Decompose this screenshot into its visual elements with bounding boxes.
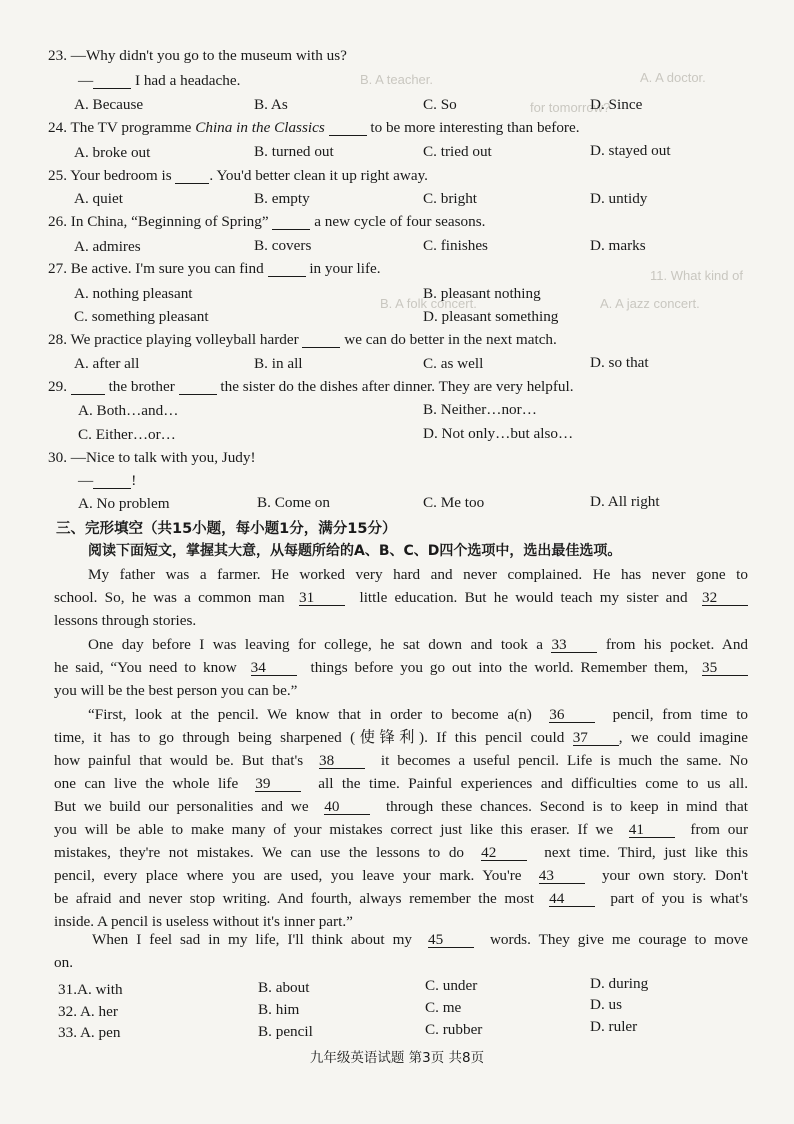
option-c[interactable]: C. tried out — [423, 143, 492, 160]
option-b[interactable]: B. about — [258, 979, 310, 996]
answer-blank[interactable] — [268, 261, 306, 277]
option-b[interactable]: B. turned out — [254, 143, 334, 160]
question-30: 30. —Nice to talk with you, Judy! — [48, 449, 256, 466]
question-24: 24. The TV programme China in the Classics to be more interesting than before. — [48, 119, 580, 136]
option-c[interactable]: C. Me too — [423, 494, 485, 511]
option-a[interactable]: A. No problem — [78, 495, 170, 512]
option-c[interactable]: C. So — [423, 96, 457, 113]
option-d[interactable]: D. during — [590, 975, 649, 992]
option-c[interactable]: C. bright — [423, 190, 478, 207]
blank-31[interactable]: 31 — [299, 590, 345, 606]
option-a[interactable]: A. pen — [79, 1024, 121, 1041]
passage-paragraph-2: One day before I was leaving for college, he sat down and took a 33 from his pocket. And he said, “You need to know 34 things before you go out into the world. Remember them, 35 you will be the best person you can be.” — [54, 636, 749, 699]
bleed-through-text: B. A teacher. — [360, 72, 433, 87]
passage-paragraph-1: My father was a farmer. He worked very hard and never complained. He has never gone to school. So, he was a common man 31 little education. But he would teach my sister and 32 lessons through stories. — [54, 566, 748, 629]
answer-blank[interactable] — [93, 73, 131, 89]
option-b[interactable]: B. Come on — [257, 494, 330, 511]
option-d[interactable]: D. pleasant something — [423, 308, 559, 325]
option-a[interactable]: A. Both…and… — [78, 402, 179, 419]
question-23-answer-line: — I had a headache. — [78, 72, 241, 89]
answer-blank[interactable] — [93, 473, 131, 489]
question-stem: 23. —Why didn't you go to the museum with us? — [48, 47, 347, 64]
option-a[interactable]: A. admires — [74, 238, 141, 255]
question-28: 28. We practice playing volleyball harder we can do better in the next match. — [48, 331, 557, 348]
passage-paragraph-4: When I feel sad in my life, I'll think about my 45 words. They give me courage to move on. — [54, 931, 749, 971]
blank-44[interactable]: 44 — [549, 891, 595, 907]
page-footer: 九年级英语试题 第3页 共8页 — [309, 1050, 485, 1066]
option-b[interactable]: B. As — [254, 96, 288, 113]
option-b[interactable]: B. him — [258, 1001, 300, 1018]
bleed-through-text: for tomorrow? — [530, 100, 611, 115]
option-d[interactable]: D. stayed out — [590, 142, 671, 159]
option-a[interactable]: A. quiet — [74, 190, 123, 207]
blank-37[interactable]: 37 — [573, 730, 619, 746]
option-c[interactable]: C. as well — [423, 355, 484, 372]
question-26: 26. In China, “Beginning of Spring” a new cycle of four seasons. — [48, 213, 486, 230]
blank-35[interactable]: 35 — [702, 660, 748, 676]
answer-blank[interactable] — [329, 120, 367, 136]
option-a[interactable]: A. nothing pleasant — [74, 285, 193, 302]
blank-40[interactable]: 40 — [324, 799, 370, 815]
blank-32[interactable]: 32 — [702, 590, 748, 606]
passage-paragraph-3: “First, look at the pencil. We know that in order to become a(n) 36 pencil, from time to time, it has to go through being sharpened (使锋利). If this pencil could 37 , we could imagine how painful that would be. But that's 38 it becomes a useful pencil. Life is much the same. No one can live the whole life 39 all the time. Painful experiences and difficulties come to us all. But we build our personalities and we 40 through these chances. Second is to keep in mind that you will be able to make many of your mistakes correct just like this eraser. If we 41 from our mistakes, they're not mistakes. We can use the lessons to do 42 next time. Third, just like this pencil, every place where you are used, you leave your mark. You're 43 your own story. Don't be afraid and never stop writing. And fourth, always remember the most 44 part of you is what's inside. A pencil is useless without it's inner part.” — [54, 706, 749, 930]
blank-38[interactable]: 38 — [319, 753, 365, 769]
option-d[interactable]: D. us — [590, 996, 623, 1013]
question-23 — [48, 47, 347, 65]
blank-34[interactable]: 34 — [251, 660, 297, 676]
option-b[interactable]: B. covers — [254, 237, 312, 254]
option-a[interactable]: A. her — [79, 1003, 118, 1020]
bleed-through-text: A. A jazz concert. — [600, 296, 700, 311]
blank-33[interactable]: 33 — [551, 637, 597, 653]
option-b[interactable]: B. pencil — [258, 1023, 313, 1040]
option-d[interactable]: D. untidy — [590, 190, 648, 207]
question-30-answer-line: — ! — [78, 472, 137, 489]
choice-row-33: 33. A. pen — [58, 1024, 121, 1041]
option-d[interactable]: D. so that — [590, 354, 649, 371]
option-c[interactable]: C. something pleasant — [74, 308, 209, 325]
blank-42[interactable]: 42 — [481, 845, 527, 861]
choice-row-32: 32. A. her — [58, 1003, 118, 1020]
option-b[interactable]: B. in all — [254, 355, 303, 372]
option-a[interactable]: A. broke out — [74, 144, 151, 161]
option-c[interactable]: C. rubber — [425, 1021, 483, 1038]
choice-row-31: 31.A. with — [58, 981, 123, 998]
option-b[interactable]: B. Neither…nor… — [423, 401, 537, 418]
blank-43[interactable]: 43 — [539, 868, 585, 884]
blank-41[interactable]: 41 — [629, 822, 675, 838]
option-b[interactable]: B. empty — [254, 190, 310, 207]
option-d[interactable]: D. Since — [590, 96, 643, 113]
option-c[interactable]: C. finishes — [423, 237, 488, 254]
option-d[interactable]: D. Not only…but also… — [423, 425, 574, 442]
option-a[interactable]: A. Because — [74, 96, 144, 113]
option-a[interactable]: A. after all — [74, 355, 140, 372]
question-25: 25. Your bedroom is . You'd better clean it up right away. — [48, 167, 428, 184]
section-heading: 三、完形填空（共15小题，每小题1分，满分15分） — [56, 521, 397, 537]
option-d[interactable]: D. marks — [590, 237, 646, 254]
blank-39[interactable]: 39 — [255, 776, 301, 792]
programme-title: China in the Classics — [195, 119, 325, 136]
option-c[interactable]: C. under — [425, 977, 478, 994]
option-d[interactable]: D. ruler — [590, 1018, 638, 1035]
answer-blank[interactable] — [272, 214, 310, 230]
question-29: 29. the brother the sister do the dishes after dinner. They are very helpful. — [48, 378, 574, 395]
answer-blank[interactable] — [175, 168, 209, 184]
blank-45[interactable]: 45 — [428, 932, 474, 948]
bleed-through-text: 11. What kind of — [650, 268, 743, 283]
option-a[interactable]: A. with — [76, 981, 123, 998]
section-instruction: 阅读下面短文，掌握其大意，从每题所给的A、B、C、D四个选项中，选出最佳选项。 — [88, 543, 622, 559]
option-c[interactable]: C. Either…or… — [78, 426, 176, 443]
answer-blank[interactable] — [179, 379, 217, 395]
option-d[interactable]: D. All right — [590, 493, 660, 510]
answer-blank[interactable] — [71, 379, 105, 395]
blank-36[interactable]: 36 — [549, 707, 595, 723]
answer-blank[interactable] — [302, 332, 340, 348]
bleed-through-text: A. A doctor. — [640, 70, 706, 85]
question-27: 27. Be active. I'm sure you can find in your life. — [48, 260, 381, 277]
option-b[interactable]: B. pleasant nothing — [423, 285, 541, 302]
bleed-through-text: B. A folk concert. — [380, 296, 477, 311]
option-c[interactable]: C. me — [425, 999, 462, 1016]
